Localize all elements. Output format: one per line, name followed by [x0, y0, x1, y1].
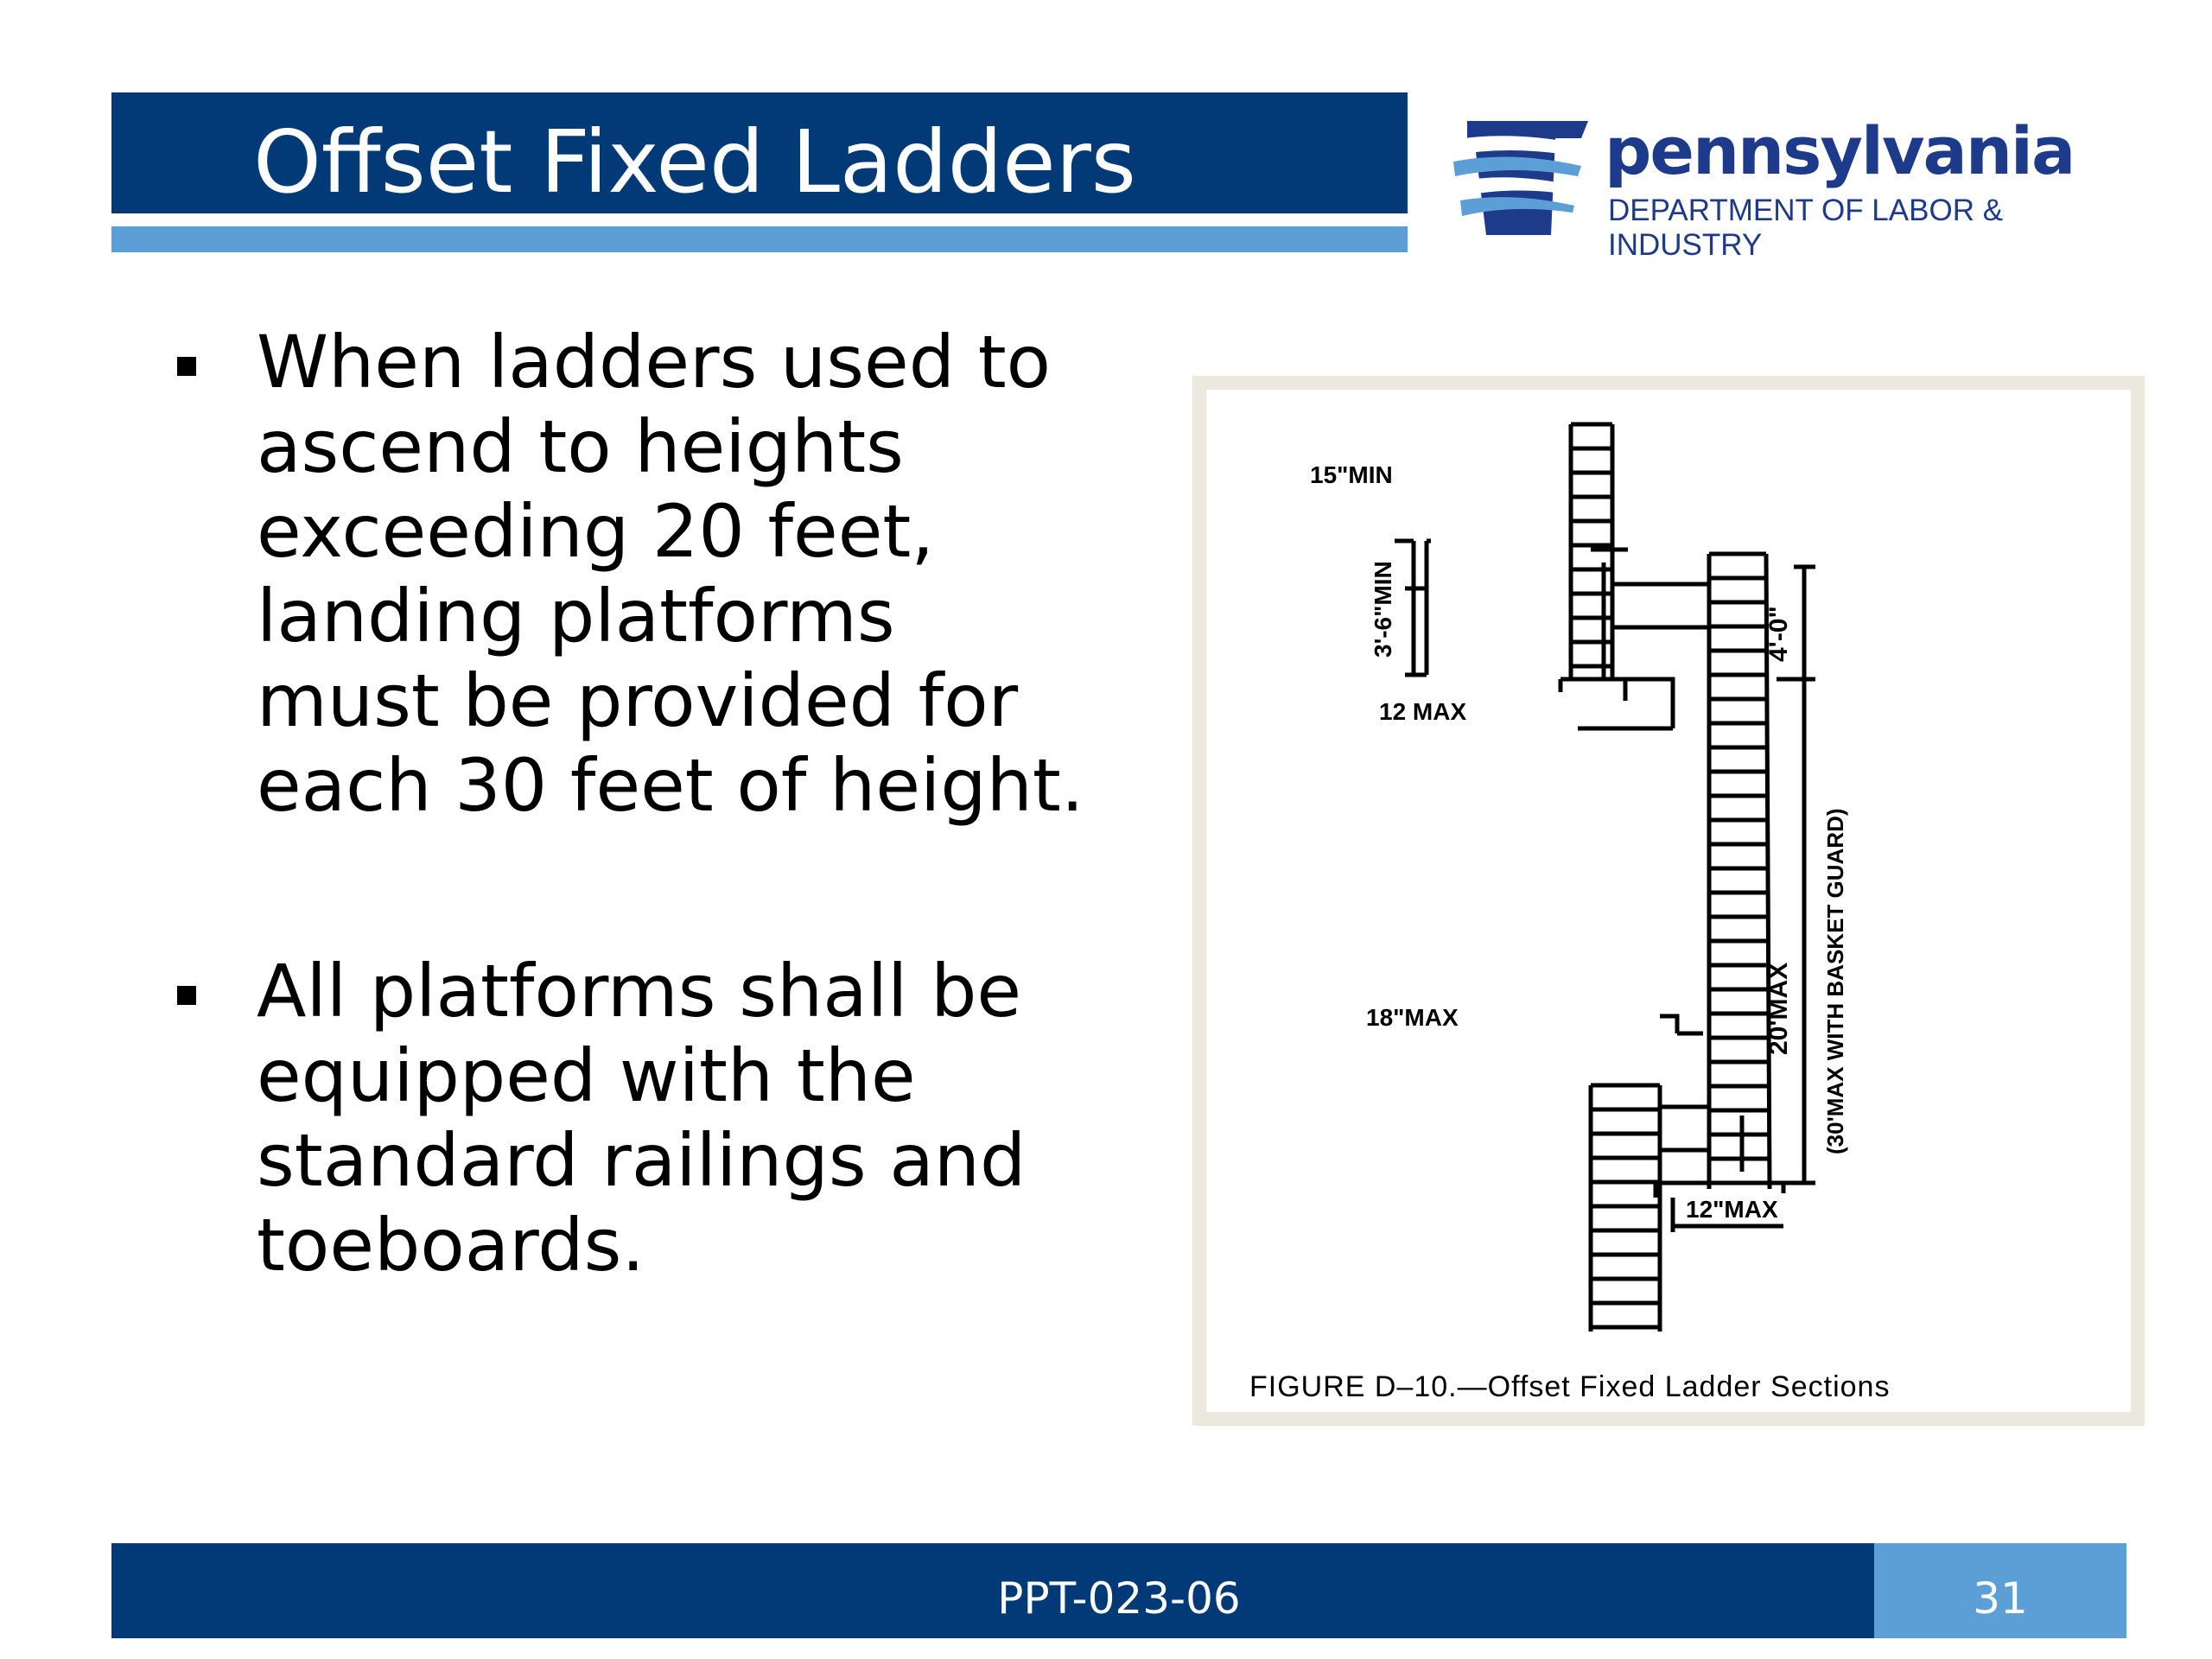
label-15-min: 15"MIN [1310, 461, 1393, 488]
label-18-max: 18"MAX [1366, 1004, 1459, 1031]
figure-caption: FIGURE D–10.—Offset Fixed Ladder Sections [1249, 1370, 1891, 1403]
logo-name: pennsylvania [1605, 112, 2075, 189]
keystone-icon [1452, 97, 1603, 248]
bullet-text: When ladders used to ascend to heights exceeding 20 feet, landing platforms must be provided for each 30 feet of height. [257, 320, 1084, 828]
page-number: 31 [1973, 1573, 2028, 1624]
label-20-max: 20'MAX [1764, 962, 1793, 1055]
lower-ladder [1591, 1085, 1660, 1332]
title-underline [111, 226, 1408, 252]
slide-title: Offset Fixed Ladders [253, 111, 1136, 213]
page-number-box [1874, 1543, 2126, 1638]
label-12-max-upper: 12 MAX [1379, 698, 1467, 725]
title-bar [111, 92, 1408, 213]
ladder-figure [1192, 376, 2145, 1426]
bullet-item [164, 320, 1084, 828]
footer-code: PPT-023-06 [997, 1573, 1241, 1624]
square-bullet-icon [177, 986, 196, 1005]
label-12-max-lower: 12"MAX [1686, 1196, 1778, 1223]
footer-bar [111, 1543, 2126, 1638]
label-30-max-basket: (30'MAX WITH BASKET GUARD) [1822, 808, 1848, 1154]
square-bullet-icon [177, 357, 196, 376]
bullet-item [164, 949, 1028, 1287]
pa-labor-logo [1452, 97, 2143, 262]
middle-ladder [1709, 554, 1770, 1189]
label-4-0: 4'-0" [1764, 606, 1793, 662]
label-3-6-min: 3'-6"MIN [1370, 561, 1396, 658]
ladder-diagram [1206, 390, 2131, 1412]
bullet-list [164, 320, 1084, 1287]
bullet-text: All platforms shall be equipped with the standard railings and toeboards. [257, 949, 1027, 1287]
logo-subtitle: DEPARTMENT OF LABOR & INDUSTRY [1608, 194, 2004, 262]
